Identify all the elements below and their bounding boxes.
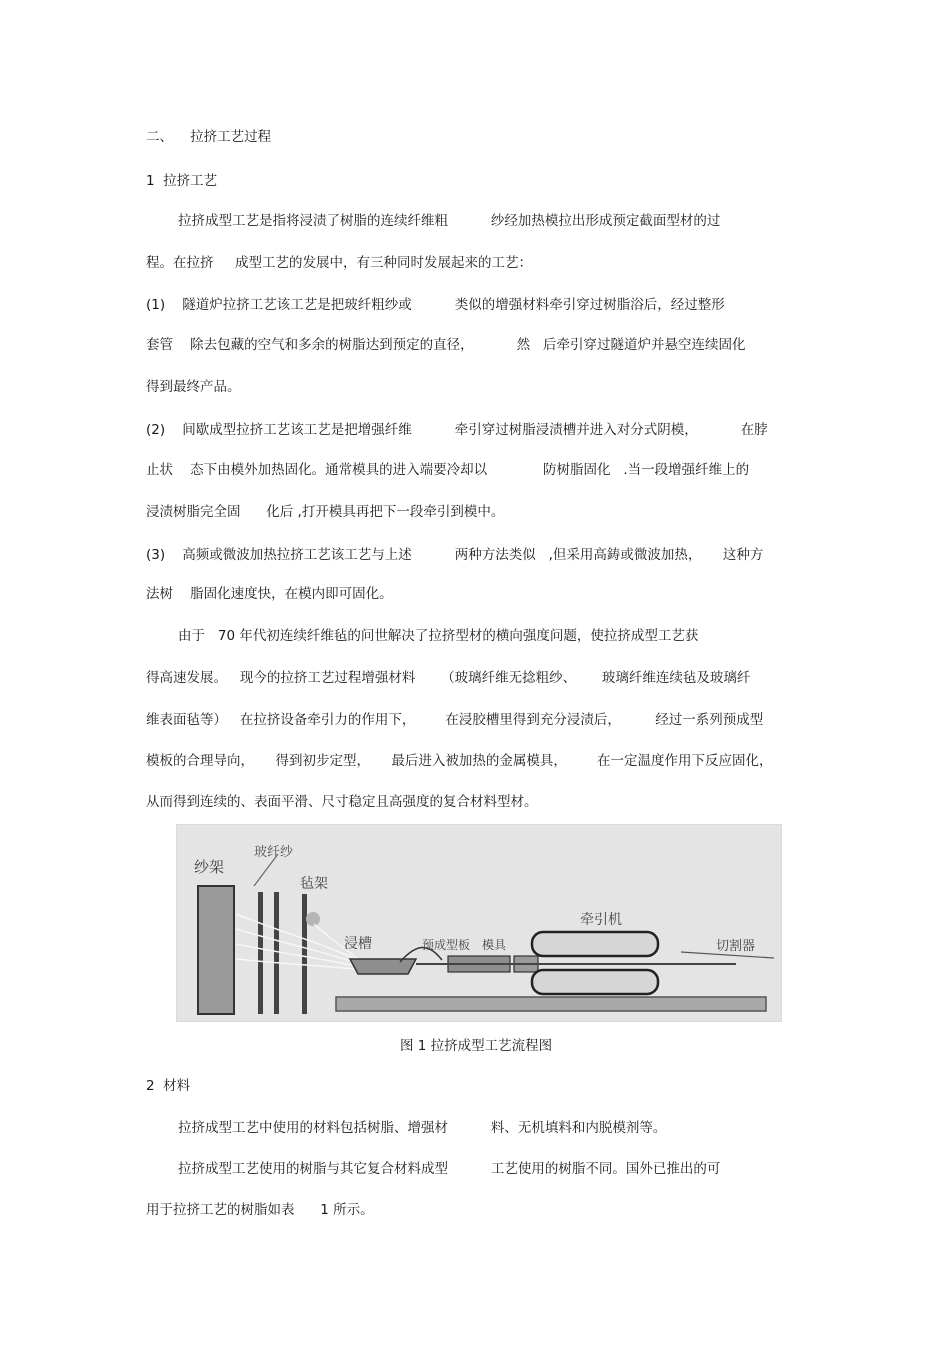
item-3-line-1: (3) 高频或微波加热拉挤工艺该工艺与上述 两种方法类似 ,但采用高鋳或微波加热， 这种方	[146, 547, 764, 563]
paragraph-1-line-2: 程。在拉挤 成型工艺的发展中，有三种同时发展起来的工艺：	[146, 255, 532, 271]
item-3-line-2: 法树 脂固化速度快，在模内即可固化。	[146, 586, 393, 602]
item-2-line-2: 止状 态下由模外加热固化。通常模具的进入端要冷却以 防树脂固化 .当一段增强纤维上的	[146, 462, 750, 478]
label-glass-fiber: 玻纤纱	[254, 844, 294, 859]
section-2-title: 2 材料	[146, 1078, 191, 1094]
puller-lower-track	[532, 970, 658, 994]
puller-upper-track	[532, 932, 658, 956]
paragraph-2-line-2: 得高速发展。 现今的拉挤工艺过程增强材料 （玻璃纤维无捻粗纱、 玻璃纤维连续毡及玻璃纤	[146, 670, 751, 686]
paragraph-2-line-5: 从而得到连续的、表面平滑、尺寸稳定且高强度的复合材料型材。	[146, 794, 538, 810]
creel-rack	[198, 886, 234, 1014]
item-1-line-2: 套管 除去包藏的空气和多余的树脂达到预定的直径， 然 后牵引穿过隧道炉并悬空连续固化	[146, 337, 746, 353]
guide-plate-2	[274, 892, 279, 1014]
paragraph-4-line-1: 拉挤成型工艺使用的树脂与其它复合材料成型 工艺使用的树脂不同。国外已推出的可	[178, 1161, 721, 1177]
paragraph-2-line-3: 维表面毡等） 在拉挤设备牵引力的作用下， 在浸胶槽里得到充分浸渍后， 经过一系列预成型	[146, 712, 764, 728]
section-1-title: 1 拉挤工艺	[146, 173, 218, 189]
paragraph-3-line-1: 拉挤成型工艺中使用的材料包括树脂、增强材 料、无机填料和内脱模剂等。	[178, 1120, 667, 1136]
mat-roll	[306, 912, 320, 926]
paragraph-4-line-2: 用于拉挤工艺的树脂如表 1 所示。	[146, 1202, 374, 1218]
paragraph-2-line-4: 模板的合理导向， 得到初步定型， 最后进入被加热的金属模具， 在一定温度作用下反应固化，	[146, 753, 773, 769]
base-rail	[336, 997, 766, 1011]
label-mat-rack: 毡架	[300, 877, 328, 892]
label-creel: 纱架	[194, 860, 225, 876]
figure-caption: 图 1 拉挤成型工艺流程图	[400, 1038, 553, 1054]
guide-plate-1	[258, 892, 263, 1014]
item-2-line-1: (2) 间歇成型拉挤工艺该工艺是把增强纤维 牵引穿过树脂浸渍槽并进入对分式阴模， 在脖	[146, 422, 768, 438]
label-resin-bath: 浸槽	[344, 937, 372, 952]
label-puller: 牵引机	[580, 913, 622, 928]
label-preformer: 预成型板	[422, 938, 471, 952]
pultrusion-process-diagram	[176, 824, 782, 1022]
mat-rack-post	[302, 894, 307, 1014]
section-heading: 二、 拉挤工艺过程	[146, 129, 272, 145]
item-2-line-3: 浸渍树脂完全固 化后 ,打开模具再把下一段牵引到模中。	[146, 504, 505, 520]
item-1-line-1: (1) 隧道炉拉挤工艺该工艺是把玻纤粗纱或 类似的增强材料牵引穿过树脂浴后，经过整形	[146, 297, 725, 313]
item-1-line-3: 得到最终产品。	[146, 379, 241, 395]
paragraph-2-line-1: 由于 70 年代初连续纤维毡的问世解决了拉挤型材的横向强度问题，使拉挤成型工艺获	[178, 628, 699, 644]
label-die: 模具	[482, 938, 507, 952]
label-cutter: 切割器	[716, 938, 756, 953]
paragraph-1-line-1: 拉挤成型工艺是指将浸渍了树脂的连续纤维粗 纱经加热模拉出形成预定截面型材的过	[178, 213, 721, 229]
resin-bath	[350, 959, 416, 974]
